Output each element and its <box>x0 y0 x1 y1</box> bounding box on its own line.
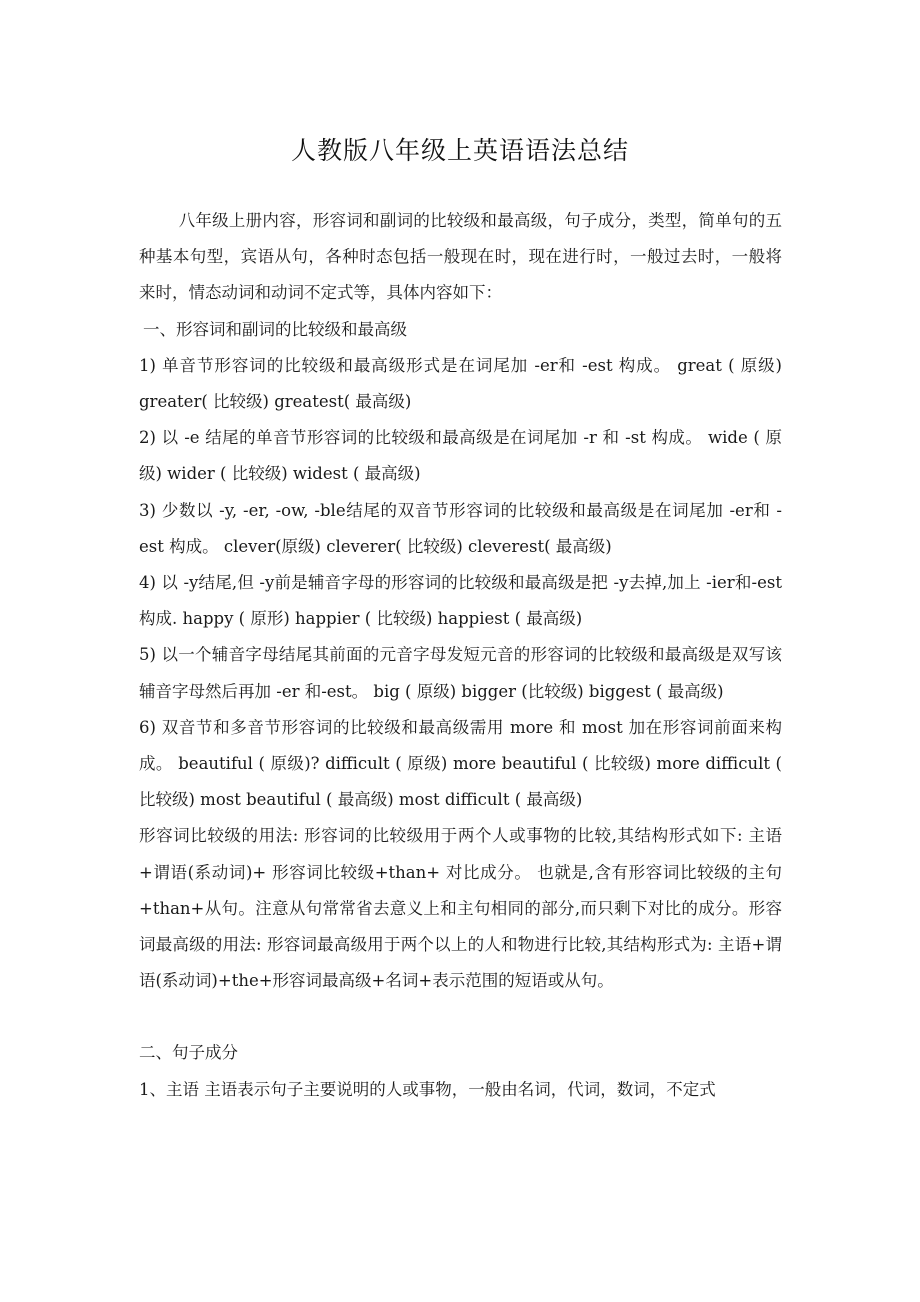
rule-5: 5) 以一个辅音字母结尾其前面的元音字母发短元音的形容词的比较级和最高级是双写该辅音字母然后再加 -er 和-est。 big ( 原级) bigger (比较级) biggest ( 最高级) <box>139 645 782 701</box>
rule-3: 3) 少数以 -y, -er, -ow, -ble结尾的双音节形容词的比较级和最高级是在词尾加 -er和 -est 构成。 clever(原级) cleverer( 比较级) cleverest( 最高级) <box>139 500 782 556</box>
rule-1: 1) 单音节形容词的比较级和最高级形式是在词尾加 -er和 -est 构成。 great ( 原级) greater( 比较级) greatest( 最高级) <box>139 355 782 412</box>
document-body <box>139 203 782 1108</box>
paragraph-gap <box>139 999 782 1035</box>
document-title: 人教版八年级上英语语法总结 <box>290 136 629 165</box>
section-heading-comparatives: 一、形容词和副词的比较级和最高级 <box>143 319 407 339</box>
rule-2: 2) 以 -e 结尾的单音节形容词的比较级和最高级是在词尾加 -r 和 -st 构成。 wide ( 原级) wider ( 比较级) widest ( 最高级) <box>139 428 782 484</box>
intro-paragraph: 八年级上册内容，形容词和副词的比较级和最高级，句子成分，类型，简单句的五种基本句型，宾语从句，各种时态包括一般现在时，现在进行时，一般过去时，一般将来时，情态动词和动词不定式等，具体内容如下： <box>139 211 782 303</box>
item-subject: 1、主语 主语表示句子主要说明的人或事物，一般由名词，代词，数词，不定式 <box>139 1079 716 1099</box>
section-heading-sentence-components: 二、句子成分 <box>139 1043 238 1063</box>
rule-6: 6) 双音节和多音节形容词的比较级和最高级需用 more 和 most 加在形容词前面来构成。 beautiful ( 原级)? difficult ( 原级) more beautiful ( 比较级) more difficult ( 比较级) most beautiful ( 最高级) most difficult ( 最高级) <box>139 717 782 810</box>
usage-paragraph: 形容词比较级的用法: 形容词的比较级用于两个人或事物的比较,其结构形式如下: 主语+谓语(系动词)+ 形容词比较级+than+ 对比成分。 也就是,含有形容词比较级的主句+than+从句。注意从句常常省去意义上和主句相同的部分,而只剩下对比的成分。形容词最高级的用法: 形容词最高级用于两个以上的人和物进行比较,其结构形式为: 主语+谓语(系动词)+the+形容词最高级+名词+表示范围的短语或从句。 <box>139 826 782 991</box>
rule-4: 4) 以 -y结尾,但 -y前是辅音字母的形容词的比较级和最高级是把 -y去掉,加上 -ier和-est 构成. happy ( 原形) happier ( 比较级) happiest ( 最高级) <box>139 573 782 629</box>
